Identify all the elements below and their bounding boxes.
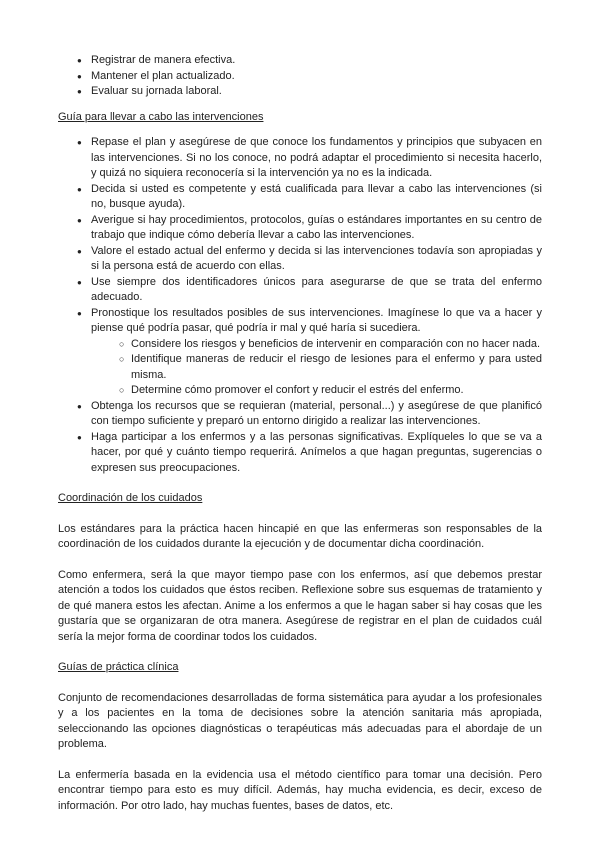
sub-list-item: ○ Considere los riesgos y beneficios de intervenir en comparación con no hacer nada. bbox=[131, 337, 542, 353]
list-item: ● Haga participar a los enfermos y a las personas significativas. Explíqueles lo que se va a hacer, por qué y cuánto tiempo requerirá. Anímelos a que hagan preguntas, sugerencias o expresen sus preocupaciones. bbox=[91, 430, 542, 477]
section-heading-coordination: Coordinación de los cuidados bbox=[58, 492, 203, 504]
section-heading-interventions: Guía para llevar a cabo las intervenciones bbox=[58, 110, 264, 123]
list-item: ● Repase el plan y asegúrese de que conoce los fundamentos y principios que subyacen en las intervenciones. Si no los conoce, no podrá adaptar el procedimiento si necesita hacerlo, y quizá no siquiera reconocería si la intervención ya no es la indicada. bbox=[91, 135, 542, 182]
document-body bbox=[58, 53, 542, 814]
paragraph: Como enfermera, será la que mayor tiempo pase con los enfermos, así que debemos prestar atención a todos los cuidados que éstos reciben. Reflexione sobre sus esquemas de tratamiento y de qué manera estos les afectan. Anime a los enfermos a que le hagan saber si hay cosas que les gustaría que se organizaran de otra manera. Asegúrese de registrar en el plan de cuidados cuál sería la mejor forma de coordinar todos los cuidados. bbox=[58, 568, 542, 643]
section-heading-clinical-guides: Guías de práctica clínica bbox=[58, 661, 179, 673]
list-item: ● Evaluar su jornada laboral. bbox=[91, 84, 542, 100]
sub-list-item: ○ Identifique maneras de reducir el riesgo de lesiones para el enfermo y para usted misma. bbox=[131, 352, 542, 383]
interventions-bullet-list bbox=[58, 135, 542, 476]
paragraph: La enfermería basada en la evidencia usa el método científico para tomar una decisión. Pero encontrar tiempo para esto es muy difícil. Además, hay mucha evidencia, es decir, exceso de información. Por otro lado, hay muchas fuentes, bases de datos, etc. bbox=[58, 768, 542, 812]
sub-list-item: ○ Determine cómo promover el confort y reducir el estrés del enfermo. bbox=[131, 383, 542, 399]
paragraph: Los estándares para la práctica hacen hincapié en que las enfermeras son responsables de la coordinación de los cuidados durante la ejecución y de documentar dicha coordinación. bbox=[58, 522, 542, 550]
list-item-text: Pronostique los resultados posibles de sus intervenciones. Imagínese lo que va a hacer y piense qué podría pasar, qué podría ir mal y qué haría si sucediera. bbox=[91, 306, 542, 334]
list-item: ● Use siempre dos identificadores únicos para asegurarse de que se trata del enfermo adecuado. bbox=[91, 275, 542, 306]
sub-bullet-list bbox=[91, 337, 542, 399]
paragraph: Conjunto de recomendaciones desarrolladas de forma sistemática para ayudar a los profesionales y a los pacientes en la toma de decisiones sobre la atención sanitaria más apropiada, seleccionando las opciones diagnósticas o terapéuticas más adecuadas para el abordaje de un problema. bbox=[58, 691, 542, 750]
list-item: ● Averigue si hay procedimientos, protocolos, guías o estándares importantes en su centro de trabajo que indique cómo debería llevar a cabo las intervenciones. bbox=[91, 213, 542, 244]
list-item bbox=[91, 306, 542, 399]
list-item: ● Decida si usted es competente y está cualificada para llevar a cabo las intervenciones (si no, busque ayuda). bbox=[91, 182, 542, 213]
top-bullet-list bbox=[58, 53, 542, 100]
list-item: ● Mantener el plan actualizado. bbox=[91, 69, 542, 85]
list-item: ● Obtenga los recursos que se requieran (material, personal...) y asegúrese de que planificó con tiempo suficiente y preparó un entorno dirigido a realizar las intervenciones. bbox=[91, 399, 542, 430]
list-item: ● Registrar de manera efectiva. bbox=[91, 53, 542, 69]
list-item: ● Valore el estado actual del enfermo y decida si las intervenciones todavía son apropiadas y si la persona está de acuerdo con ellas. bbox=[91, 244, 542, 275]
